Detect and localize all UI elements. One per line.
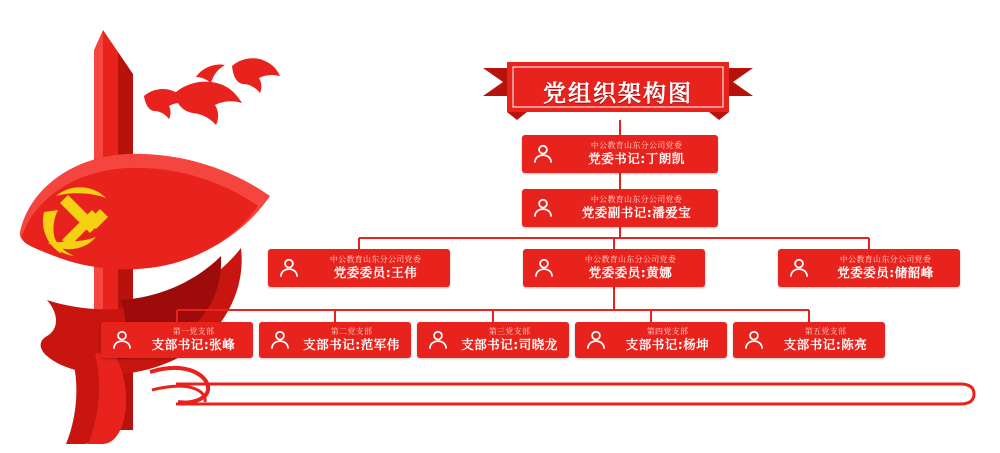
node-org: 中公教育山东分公司党委 xyxy=(584,255,677,265)
node-org: 第五党支部 xyxy=(804,327,847,337)
node-role: 党委委员:王伟 xyxy=(333,265,418,281)
node-role: 支部书记:范军伟 xyxy=(303,337,400,353)
node-role: 党委副书记:潘爱宝 xyxy=(581,205,692,221)
node-org: 第二党支部 xyxy=(330,327,373,337)
node-branch-4[interactable] xyxy=(575,322,727,358)
node-text xyxy=(562,255,699,281)
person-icon xyxy=(109,327,135,353)
banner-title-text: 党组织架构图 xyxy=(543,80,693,107)
person-icon xyxy=(531,255,557,281)
node-role: 党委书记:丁朗凯 xyxy=(588,151,685,167)
decorative-artwork xyxy=(0,0,300,449)
node-org: 中公教育山东分公司党委 xyxy=(590,195,683,205)
node-org: 中公教育山东分公司党委 xyxy=(329,255,422,265)
node-text xyxy=(561,141,712,167)
node-role: 支部书记:陈亮 xyxy=(783,337,868,353)
node-text xyxy=(561,195,712,221)
person-icon xyxy=(530,195,556,221)
node-role: 党委委员:储韶峰 xyxy=(837,265,934,281)
node-text xyxy=(307,255,444,281)
node-role: 支部书记:司晓龙 xyxy=(461,337,558,353)
node-text xyxy=(817,255,954,281)
person-icon xyxy=(530,141,556,167)
red-flag-icon xyxy=(20,154,270,444)
title-banner xyxy=(483,62,753,120)
node-committee-member-1[interactable] xyxy=(268,249,450,287)
node-org: 第四党支部 xyxy=(646,327,689,337)
node-text xyxy=(614,327,721,353)
node-deputy-secretary[interactable] xyxy=(522,189,718,227)
node-text xyxy=(456,327,563,353)
node-branch-5[interactable] xyxy=(733,322,885,358)
node-text xyxy=(772,327,879,353)
person-icon xyxy=(583,327,609,353)
node-role: 支部书记:张峰 xyxy=(151,337,236,353)
person-icon xyxy=(786,255,812,281)
node-role: 党委委员:黄娜 xyxy=(588,265,673,281)
node-org: 中公教育山东分公司党委 xyxy=(590,141,683,151)
node-committee-member-3[interactable] xyxy=(778,249,960,287)
base-swoosh xyxy=(150,368,208,402)
node-org: 第三党支部 xyxy=(488,327,531,337)
node-branch-1[interactable] xyxy=(101,322,253,358)
person-icon xyxy=(741,327,767,353)
node-text xyxy=(140,327,247,353)
node-org: 中公教育山东分公司党委 xyxy=(839,255,932,265)
node-text xyxy=(298,327,405,353)
node-branch-2[interactable] xyxy=(259,322,411,358)
person-icon xyxy=(425,327,451,353)
node-branch-3[interactable] xyxy=(417,322,569,358)
node-party-secretary[interactable] xyxy=(522,135,718,173)
dove-icon-3 xyxy=(232,58,280,93)
person-icon xyxy=(267,327,293,353)
dove-icon-1 xyxy=(176,65,242,125)
node-org: 第一党支部 xyxy=(172,327,215,337)
person-icon xyxy=(276,255,302,281)
node-committee-member-2[interactable] xyxy=(523,249,705,287)
node-role: 支部书记:杨坤 xyxy=(625,337,710,353)
